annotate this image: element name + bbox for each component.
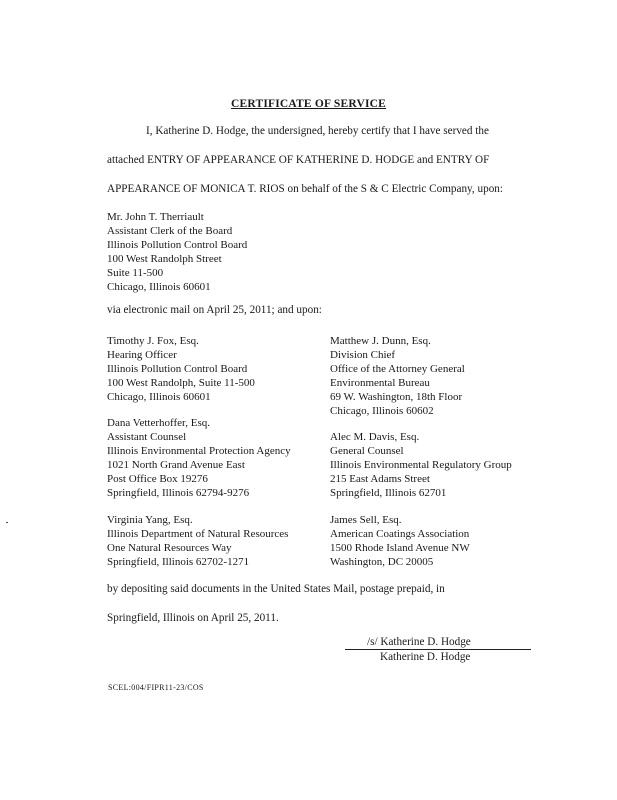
address-line: Office of the Attorney General — [330, 363, 465, 376]
address-line: Dana Vetterhoffer, Esq. — [107, 417, 211, 429]
address-line: Illinois Pollution Control Board — [107, 363, 248, 376]
signer-name: Katherine D. Hodge — [380, 651, 471, 663]
address-line: Environmental Bureau — [330, 377, 430, 390]
primary-recipient-address — [107, 210, 247, 295]
document-title: CERTIFICATE OF SERVICE — [230, 98, 387, 110]
recipient-address-sell — [330, 513, 470, 569]
address-line: Hearing Officer — [107, 349, 177, 362]
intro-line-2: attached ENTRY OF APPEARANCE OF KATHERINE D. HODGE and ENTRY OF — [107, 154, 490, 166]
address-line: One Natural Resources Way — [107, 542, 232, 555]
address-line: Illinois Pollution Control Board — [107, 239, 248, 252]
recipient-address-yang — [107, 513, 288, 569]
address-line: Timothy J. Fox, Esq. — [107, 335, 199, 347]
electronic-signature: /s/ Katherine D. Hodge — [367, 636, 471, 648]
address-line: 69 W. Washington, 18th Floor — [330, 391, 463, 404]
address-line: Illinois Environmental Regulatory Group — [330, 459, 512, 472]
service-via-line: via electronic mail on April 25, 2011; and upon: — [107, 304, 322, 316]
closing-line-1: by depositing said documents in the United States Mail, postage prepaid, in — [107, 583, 445, 595]
address-line: General Counsel — [330, 445, 404, 458]
address-line: Post Office Box 19276 — [107, 473, 208, 486]
address-line: Springfield, Illinois 62701 — [330, 487, 447, 500]
address-line: 215 East Adams Street — [330, 473, 430, 486]
intro-line-3: APPEARANCE OF MONICA T. RIOS on behalf of the S & C Electric Company, upon: — [107, 183, 504, 195]
recipient-address-vetterhoffer — [107, 416, 291, 501]
address-line: Washington, DC 20005 — [330, 556, 434, 569]
address-line: 1500 Rhode Island Avenue NW — [330, 542, 470, 555]
address-line: Springfield, Illinois 62794-9276 — [107, 487, 250, 500]
address-line: 100 West Randolph, Suite 11-500 — [107, 377, 255, 390]
address-line: Chicago, Illinois 60601 — [107, 391, 211, 404]
address-line: Matthew J. Dunn, Esq. — [330, 335, 431, 347]
recipient-address-davis — [330, 430, 512, 500]
address-line: Chicago, Illinois 60601 — [107, 281, 211, 294]
address-line: Division Chief — [330, 349, 396, 362]
address-line: 100 West Randolph Street — [107, 253, 222, 266]
signature-line — [345, 649, 531, 650]
recipient-address-fox — [107, 334, 255, 404]
address-line: Chicago, Illinois 60602 — [330, 405, 434, 418]
address-line: Springfield, Illinois 62702-1271 — [107, 556, 250, 569]
address-line: Suite 11-500 — [107, 267, 164, 280]
address-line: Virginia Yang, Esq. — [107, 514, 193, 526]
scan-speck — [6, 522, 8, 523]
address-line: Illinois Department of Natural Resources — [107, 528, 289, 541]
address-line: Assistant Counsel — [107, 431, 187, 444]
address-line: Mr. John T. Therriault — [107, 211, 204, 223]
document-footer-code: SCEL:004/FIPR11-23/COS — [108, 683, 204, 692]
address-line: James Sell, Esq. — [330, 514, 402, 526]
address-line: 1021 North Grand Avenue East — [107, 459, 245, 472]
recipient-address-dunn — [330, 334, 465, 419]
address-line: Assistant Clerk of the Board — [107, 225, 233, 238]
address-line: Alec M. Davis, Esq. — [330, 431, 420, 443]
closing-line-2: Springfield, Illinois on April 25, 2011. — [107, 612, 279, 624]
address-line: Illinois Environmental Protection Agency — [107, 445, 291, 458]
intro-line-1: I, Katherine D. Hodge, the undersigned, hereby certify that I have served the — [146, 125, 489, 137]
address-line: American Coatings Association — [330, 528, 470, 541]
